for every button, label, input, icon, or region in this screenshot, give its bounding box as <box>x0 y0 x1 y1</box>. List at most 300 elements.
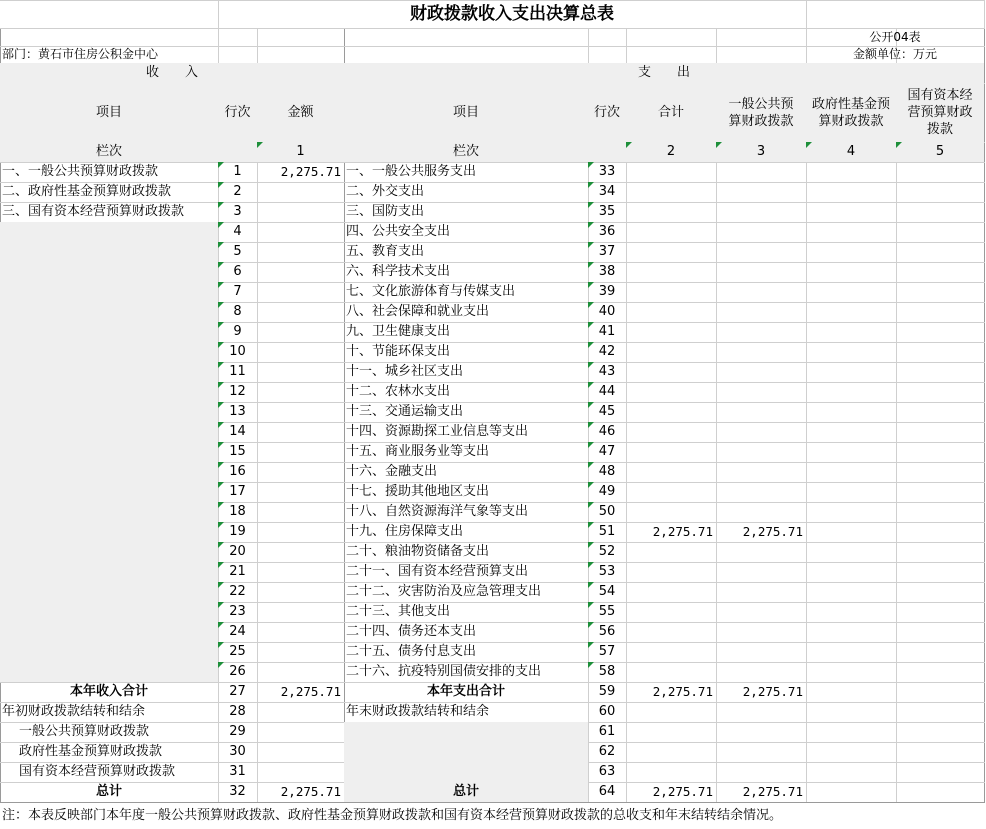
cell-income-row: 2 <box>218 182 257 202</box>
cell-total <box>626 502 716 522</box>
cell-income-amount <box>257 282 344 302</box>
cell-income-amount <box>257 542 344 562</box>
cell-income-amount <box>257 742 344 762</box>
cell-income-row: 17 <box>218 482 257 502</box>
form-code: 公开04表 <box>869 30 921 44</box>
cell-general-budget <box>716 742 806 762</box>
cell-income-row: 26 <box>218 662 257 682</box>
cell-expense-row: 40 <box>588 302 626 322</box>
cell-income-row: 6 <box>218 262 257 282</box>
cell-state-capital <box>896 742 984 762</box>
cell-income-amount <box>257 522 344 542</box>
cell-gov-fund <box>806 682 896 702</box>
cell-expense-item: 十二、农林水支出 <box>346 384 451 399</box>
cell-total <box>626 722 716 742</box>
cell-total <box>626 282 716 302</box>
cell-income-item <box>0 622 218 642</box>
cell-state-capital <box>896 582 984 602</box>
cell-state-capital <box>896 162 984 182</box>
cell-income-item: 国有资本经营预算财政拨款 <box>19 764 176 779</box>
cell-general-budget <box>716 702 806 722</box>
cell-state-capital <box>896 522 984 542</box>
cell-expense-item: 本年支出合计 <box>426 684 505 699</box>
cell-income-item <box>0 362 218 382</box>
cell-gov-fund <box>806 182 896 202</box>
cell-income-item: 总计 <box>95 784 122 799</box>
cell-expense-row: 41 <box>588 322 626 342</box>
cell-total <box>626 702 716 722</box>
cell-expense-row: 34 <box>588 182 626 202</box>
cell-expense-row: 63 <box>598 764 616 779</box>
cell-expense-row: 56 <box>588 622 626 642</box>
col-header-gov-fund: 政府性基金预算财政拨款 <box>806 83 896 142</box>
cell-income-row: 14 <box>218 422 257 442</box>
cell-state-capital <box>896 382 984 402</box>
cell-expense-row: 52 <box>588 542 626 562</box>
cell-income-amount <box>257 342 344 362</box>
cell-state-capital <box>896 642 984 662</box>
cell-expense-item: 三、国防支出 <box>346 204 425 219</box>
cell-total <box>626 482 716 502</box>
col-header-expense-item: 项目 <box>344 83 588 142</box>
cell-total <box>626 762 716 782</box>
cell-income-amount <box>257 462 344 482</box>
cell-general-budget <box>716 442 806 462</box>
cell-total <box>626 662 716 682</box>
cell-income-row: 10 <box>218 342 257 362</box>
cell-expense-item <box>344 722 588 742</box>
cell-income-item: 一般公共预算财政拨款 <box>19 724 150 739</box>
cell-state-capital <box>896 342 984 362</box>
cell-expense-item: 十四、资源勘探工业信息等支出 <box>346 424 529 439</box>
cell-income-item <box>0 322 218 342</box>
cell-expense-item: 十、节能环保支出 <box>346 344 451 359</box>
cell-expense-row: 44 <box>588 382 626 402</box>
cell-state-capital <box>896 362 984 382</box>
cell-income-amount <box>257 562 344 582</box>
cell-state-capital <box>896 202 984 222</box>
cell-expense-item: 二十二、灾害防治及应急管理支出 <box>346 584 542 599</box>
cell-income-amount <box>257 642 344 662</box>
cell-gov-fund <box>806 542 896 562</box>
cell-state-capital <box>896 482 984 502</box>
cell-expense-item: 总计 <box>344 782 588 802</box>
cell-total <box>626 402 716 422</box>
cell-state-capital <box>896 222 984 242</box>
grid-line <box>806 0 807 28</box>
cell-state-capital <box>896 262 984 282</box>
cell-total <box>626 462 716 482</box>
cell-total <box>626 622 716 642</box>
cell-expense-row: 61 <box>598 724 616 739</box>
cell-income-row: 28 <box>229 704 246 719</box>
cell-state-capital <box>896 462 984 482</box>
cell-gov-fund <box>806 442 896 462</box>
cell-expense-row: 39 <box>588 282 626 302</box>
cell-state-capital <box>896 182 984 202</box>
cell-income-row: 9 <box>218 322 257 342</box>
cell-expense-row: 58 <box>588 662 626 682</box>
cell-gov-fund <box>806 222 896 242</box>
cell-state-capital <box>896 702 984 722</box>
cell-income-row: 25 <box>218 642 257 662</box>
cell-total: 2,275.71 <box>652 684 713 699</box>
cell-gov-fund <box>806 422 896 442</box>
cell-income-item <box>0 502 218 522</box>
cell-expense-row: 64 <box>598 784 616 799</box>
cell-total <box>626 422 716 442</box>
cell-expense-row: 38 <box>588 262 626 282</box>
cell-total <box>626 542 716 562</box>
cell-state-capital <box>896 622 984 642</box>
col-header-total: 合计 <box>626 83 716 142</box>
cell-gov-fund <box>806 602 896 622</box>
cell-income-amount <box>257 402 344 422</box>
cell-general-budget <box>716 202 806 222</box>
cell-general-budget <box>716 642 806 662</box>
cell-total <box>626 602 716 622</box>
cell-expense-item: 八、社会保障和就业支出 <box>346 304 490 319</box>
cell-income-item <box>0 662 218 682</box>
cell-income-item <box>0 382 218 402</box>
cell-income-item <box>0 522 218 542</box>
cell-income-item: 年初财政拨款结转和结余 <box>2 704 146 719</box>
cell-general-budget <box>716 482 806 502</box>
department-label: 部门：黄石市住房公积金中心 <box>2 47 159 61</box>
unit-label: 金额单位：万元 <box>852 47 937 61</box>
cell-expense-item: 二十三、其他支出 <box>346 604 451 619</box>
cell-gov-fund <box>806 702 896 722</box>
cell-expense-item: 六、科学技术支出 <box>346 264 451 279</box>
col-header-income-row: 行次 <box>218 83 257 142</box>
cell-expense-item <box>344 742 588 762</box>
cell-total <box>626 202 716 222</box>
cell-gov-fund <box>806 622 896 642</box>
cell-income-row: 18 <box>218 502 257 522</box>
cell-income-row: 19 <box>218 522 257 542</box>
cell-expense-item: 十八、自然资源海洋气象等支出 <box>346 504 529 519</box>
cell-expense-item: 年末财政拨款结转和结余 <box>346 704 490 719</box>
cell-state-capital <box>896 602 984 622</box>
cell-state-capital <box>896 782 984 802</box>
cell-income-row: 24 <box>218 622 257 642</box>
cell-income-item <box>0 562 218 582</box>
grid-line <box>984 28 985 802</box>
cell-income-item <box>0 642 218 662</box>
cell-total <box>626 322 716 342</box>
cell-income-item <box>0 602 218 622</box>
cell-general-budget <box>716 542 806 562</box>
cell-expense-item: 十三、交通运输支出 <box>346 404 464 419</box>
cell-state-capital <box>896 722 984 742</box>
cell-general-budget: 2,275.71 <box>742 684 803 699</box>
cell-state-capital <box>896 662 984 682</box>
cell-expense-row: 50 <box>588 502 626 522</box>
cell-state-capital <box>896 762 984 782</box>
cell-income-row: 22 <box>218 582 257 602</box>
cell-income-row: 16 <box>218 462 257 482</box>
cell-expense-item: 十一、城乡社区支出 <box>346 364 464 379</box>
cell-gov-fund <box>806 722 896 742</box>
cell-gov-fund <box>806 582 896 602</box>
cell-general-budget <box>716 182 806 202</box>
cell-income-amount <box>257 302 344 322</box>
footnote: 注：本表反映部门本年度一般公共预算财政拨款、政府性基金预算财政拨款和国有资本经营预算财政拨款的总收支和年末结转结余情况。 <box>2 808 783 823</box>
cell-general-budget <box>716 422 806 442</box>
cell-income-item: 本年收入合计 <box>69 684 148 699</box>
col-header-expense-row: 行次 <box>588 83 626 142</box>
cell-total <box>626 742 716 762</box>
cell-state-capital <box>896 422 984 442</box>
cell-expense-item: 九、卫生健康支出 <box>346 324 451 339</box>
cell-total: 2,275.71 <box>652 784 713 799</box>
cell-expense-item: 十九、住房保障支出 <box>346 524 464 539</box>
cell-income-item: 一、一般公共预算财政拨款 <box>2 164 159 179</box>
cell-expense-row: 42 <box>588 342 626 362</box>
col-number-blank-2 <box>588 142 626 162</box>
cell-state-capital <box>896 302 984 322</box>
cell-gov-fund <box>806 482 896 502</box>
cell-gov-fund <box>806 282 896 302</box>
cell-expense-item: 二十、粮油物资储备支出 <box>346 544 490 559</box>
cell-total <box>626 362 716 382</box>
cell-gov-fund <box>806 562 896 582</box>
cell-expense-item: 七、文化旅游体育与传媒支出 <box>346 284 516 299</box>
cell-general-budget <box>716 362 806 382</box>
cell-income-amount <box>257 182 344 202</box>
cell-total <box>626 302 716 322</box>
cell-general-budget <box>716 722 806 742</box>
cell-income-item <box>0 242 218 262</box>
cell-total <box>626 222 716 242</box>
cell-gov-fund <box>806 522 896 542</box>
cell-gov-fund <box>806 402 896 422</box>
cell-expense-row: 47 <box>588 442 626 462</box>
cell-state-capital <box>896 682 984 702</box>
cell-general-budget <box>716 662 806 682</box>
col-number-5: 5 <box>896 142 984 162</box>
cell-income-amount: 2,275.71 <box>280 684 341 699</box>
cell-state-capital <box>896 542 984 562</box>
cell-expense-row: 57 <box>588 642 626 662</box>
cell-general-budget <box>716 342 806 362</box>
cell-total <box>626 442 716 462</box>
cell-gov-fund <box>806 762 896 782</box>
cell-expense-row: 54 <box>588 582 626 602</box>
cell-expense-item: 一、一般公共服务支出 <box>346 164 477 179</box>
cell-expense-row: 62 <box>598 744 616 759</box>
cell-income-item <box>0 402 218 422</box>
cell-state-capital <box>896 282 984 302</box>
cell-income-row: 15 <box>218 442 257 462</box>
cell-total <box>626 642 716 662</box>
cell-income-row: 29 <box>229 724 246 739</box>
cell-state-capital <box>896 242 984 262</box>
cell-income-amount <box>257 422 344 442</box>
cell-expense-item: 五、教育支出 <box>346 244 425 259</box>
report-title: 财政拨款收入支出决算总表 <box>410 4 614 24</box>
cell-state-capital <box>896 502 984 522</box>
col-number-blank <box>218 142 257 162</box>
cell-expense-row: 37 <box>588 242 626 262</box>
col-number-2: 2 <box>626 142 716 162</box>
cell-gov-fund <box>806 242 896 262</box>
cell-gov-fund <box>806 362 896 382</box>
cell-general-budget <box>716 402 806 422</box>
cell-income-item <box>0 262 218 282</box>
cell-income-amount <box>257 262 344 282</box>
cell-income-row: 20 <box>218 542 257 562</box>
cell-income-item <box>0 422 218 442</box>
cell-income-amount <box>257 602 344 622</box>
col-header-income-amount: 金额 <box>257 83 344 142</box>
cell-income-amount <box>257 722 344 742</box>
col-number-label-2: 栏次 <box>344 142 588 162</box>
col-number-1: 1 <box>257 142 344 162</box>
cell-gov-fund <box>806 642 896 662</box>
cell-expense-row: 35 <box>588 202 626 222</box>
cell-income-amount <box>257 382 344 402</box>
cell-expense-row: 46 <box>588 422 626 442</box>
cell-gov-fund <box>806 322 896 342</box>
cell-gov-fund <box>806 162 896 182</box>
cell-income-amount <box>257 482 344 502</box>
cell-income-row: 11 <box>218 362 257 382</box>
cell-state-capital <box>896 322 984 342</box>
cell-income-item: 政府性基金预算财政拨款 <box>19 744 163 759</box>
cell-expense-row: 36 <box>588 222 626 242</box>
col-header-income-item: 项目 <box>0 83 218 142</box>
cell-income-amount <box>257 442 344 462</box>
cell-income-item <box>0 542 218 562</box>
cell-income-item: 三、国有资本经营预算财政拨款 <box>2 204 185 219</box>
cell-income-item <box>0 442 218 462</box>
cell-gov-fund <box>806 782 896 802</box>
cell-expense-row: 43 <box>588 362 626 382</box>
cell-income-row: 30 <box>229 744 246 759</box>
cell-state-capital <box>896 442 984 462</box>
cell-income-item <box>0 482 218 502</box>
col-number-3: 3 <box>716 142 806 162</box>
cell-general-budget <box>716 162 806 182</box>
cell-gov-fund <box>806 302 896 322</box>
cell-general-budget <box>716 582 806 602</box>
cell-expense-row: 51 <box>588 522 626 542</box>
cell-income-amount <box>257 762 344 782</box>
cell-income-amount <box>257 582 344 602</box>
cell-total <box>626 382 716 402</box>
grid-line <box>984 0 985 28</box>
cell-general-budget <box>716 222 806 242</box>
cell-gov-fund <box>806 462 896 482</box>
cell-general-budget <box>716 462 806 482</box>
cell-gov-fund <box>806 382 896 402</box>
cell-income-row: 32 <box>229 784 246 799</box>
cell-general-budget <box>716 242 806 262</box>
cell-gov-fund <box>806 342 896 362</box>
cell-expense-item <box>344 762 588 782</box>
cell-income-amount <box>257 322 344 342</box>
cell-income-row: 27 <box>229 684 246 699</box>
cell-total <box>626 162 716 182</box>
expense-section-header: 支 出 <box>344 63 984 83</box>
cell-total <box>626 342 716 362</box>
col-header-general-budget: 一般公共预算财政拨款 <box>716 83 806 142</box>
cell-expense-item: 十七、援助其他地区支出 <box>346 484 490 499</box>
cell-income-item <box>0 342 218 362</box>
cell-gov-fund <box>806 742 896 762</box>
cell-general-budget <box>716 302 806 322</box>
cell-income-row: 23 <box>218 602 257 622</box>
cell-income-amount <box>257 702 344 722</box>
cell-expense-item: 四、公共安全支出 <box>346 224 451 239</box>
cell-expense-item: 二十四、债务还本支出 <box>346 624 477 639</box>
cell-expense-row: 45 <box>588 402 626 422</box>
cell-total <box>626 182 716 202</box>
cell-income-row: 31 <box>229 764 246 779</box>
cell-total <box>626 242 716 262</box>
grid-line <box>0 802 985 803</box>
cell-income-amount: 2,275.71 <box>280 164 341 179</box>
cell-income-row: 21 <box>218 562 257 582</box>
cell-total <box>626 562 716 582</box>
cell-general-budget <box>716 602 806 622</box>
cell-expense-item: 二十一、国有资本经营预算支出 <box>346 564 529 579</box>
cell-expense-item: 十五、商业服务业等支出 <box>346 444 490 459</box>
cell-income-item <box>0 462 218 482</box>
cell-income-row: 7 <box>218 282 257 302</box>
cell-gov-fund <box>806 202 896 222</box>
cell-expense-row: 48 <box>588 462 626 482</box>
income-section-header: 收 入 <box>0 63 344 83</box>
cell-income-row: 4 <box>218 222 257 242</box>
cell-expense-item: 二十五、债务付息支出 <box>346 644 477 659</box>
cell-general-budget <box>716 562 806 582</box>
col-number-4: 4 <box>806 142 896 162</box>
cell-expense-item: 二、外交支出 <box>346 184 425 199</box>
cell-income-amount <box>257 502 344 522</box>
cell-state-capital <box>896 402 984 422</box>
cell-income-amount <box>257 362 344 382</box>
cell-income-item <box>0 582 218 602</box>
cell-income-amount <box>257 662 344 682</box>
cell-gov-fund <box>806 262 896 282</box>
cell-income-amount <box>257 622 344 642</box>
cell-income-row: 13 <box>218 402 257 422</box>
cell-general-budget <box>716 322 806 342</box>
cell-total <box>626 262 716 282</box>
cell-income-amount <box>257 202 344 222</box>
cell-income-amount <box>257 222 344 242</box>
cell-income-row: 5 <box>218 242 257 262</box>
cell-general-budget: 2,275.71 <box>742 784 803 799</box>
col-header-state-capital: 国有资本经营预算财政拨款 <box>896 83 984 142</box>
cell-general-budget <box>716 282 806 302</box>
cell-general-budget <box>716 502 806 522</box>
cell-income-item <box>0 302 218 322</box>
cell-general-budget <box>716 622 806 642</box>
cell-state-capital <box>896 562 984 582</box>
cell-income-row: 8 <box>218 302 257 322</box>
cell-general-budget <box>716 762 806 782</box>
cell-gov-fund <box>806 662 896 682</box>
cell-total: 2,275.71 <box>652 524 713 539</box>
cell-expense-row: 60 <box>598 704 616 719</box>
cell-income-row: 12 <box>218 382 257 402</box>
cell-income-row: 3 <box>218 202 257 222</box>
cell-gov-fund <box>806 502 896 522</box>
cell-income-amount: 2,275.71 <box>280 784 341 799</box>
